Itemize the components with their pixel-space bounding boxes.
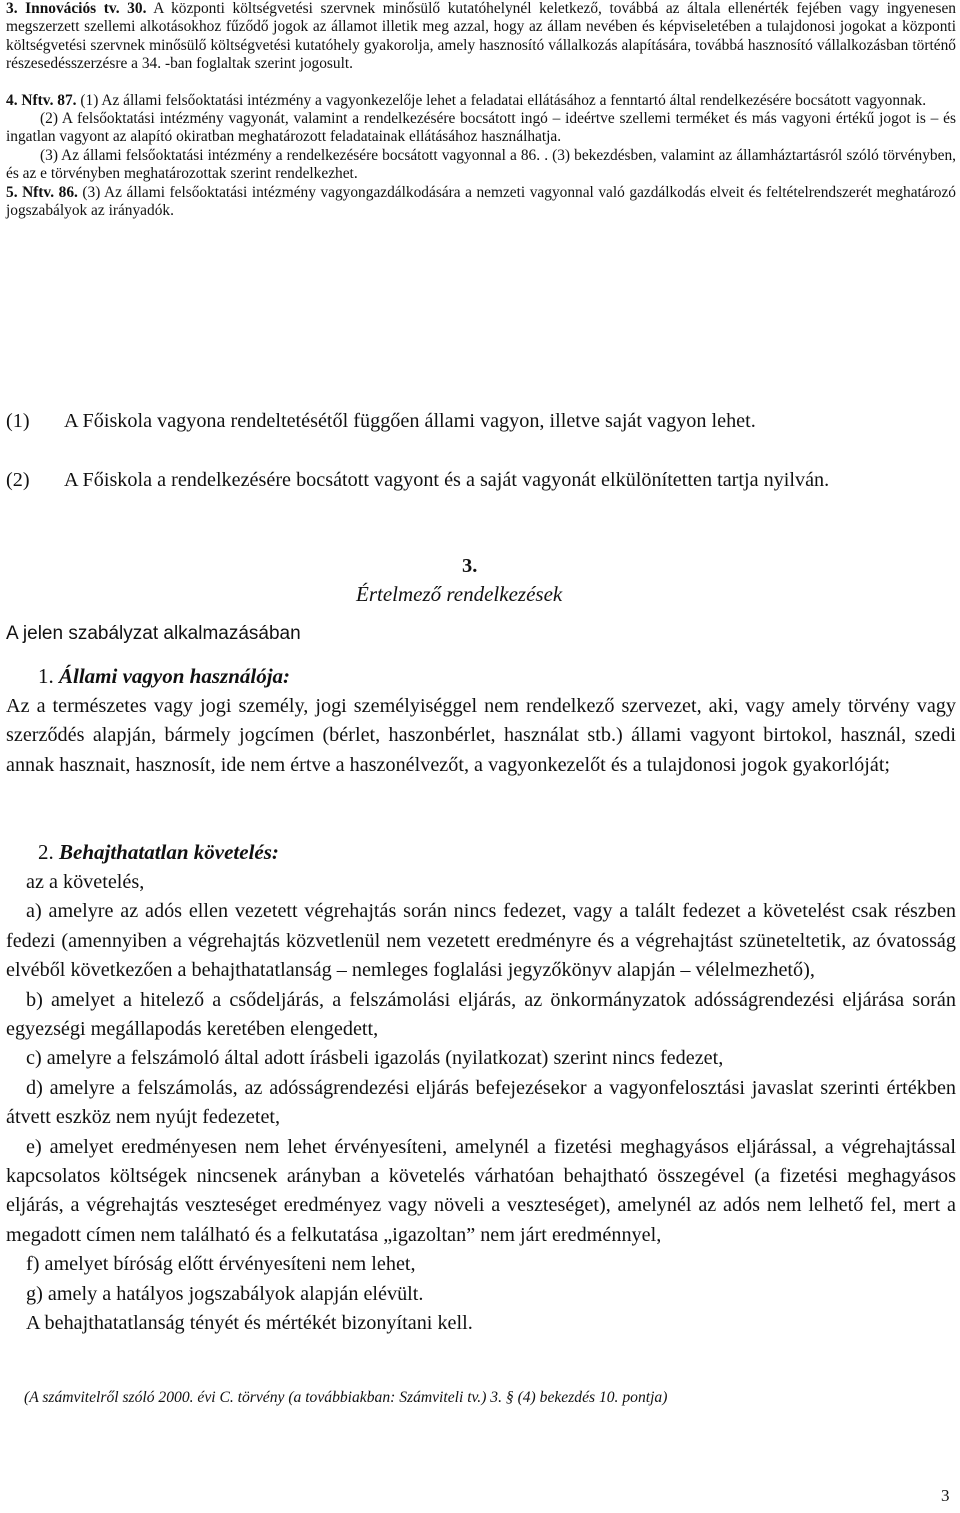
footnote-3	[6, 0, 956, 74]
list-item: f) amelyet bíróság előtt érvényesíteni nem lehet,	[26, 1253, 416, 1276]
definition-title: Állami vagyon használója:	[59, 664, 291, 688]
footnote-4-para-3-tail: . (3) bekezdésben, valamint az államháztartásról szóló törvényben, és az e törvényben meghatározottak szerint rendelkezhet.	[6, 146, 956, 183]
numbered-paragraph-2	[6, 466, 956, 495]
list-item: a) amelyre az adós ellen vezetett végrehajtás során nincs fedezet, vagy a talált fedezet a követelést csak részben fedezi (amennyiben a végrehajtás közvetlenül nem vezetett eredményre és a végrehajtást szüneteltetik, az óvatosság elvéből következően a behajthatatlanság – nemleges foglalási jegyzőkönyv alapján – vélelmezhető),	[6, 900, 956, 982]
page-number: 3	[941, 1486, 950, 1505]
footnote-5-text: (3) Az állami felsőoktatási intézmény vagyongazdálkodására a nemzeti vagyonnal való gazdálkodás elveit és feltételrendszerét meghatározó jogszabályok az irányadók.	[6, 183, 956, 220]
definition-title: Behajthatatlan követelés:	[59, 840, 279, 864]
footnote-4-ref: 4. Nftv. 87.	[6, 91, 77, 109]
intro-line: A jelen szabályzat alkalmazásában	[6, 623, 301, 644]
definition-2-body	[6, 868, 956, 1339]
chapter-number	[462, 555, 477, 578]
footnote-3-text: A központi költségvetési szervnek minősülő kutatóhelynél keletkező, továbbá az általa ellenérték fejében vagy ingyenesen megszerzett szellemi alkotásokhoz fűződő jogok az államot illetik meg azzal, hogy az állam nevében és képviseletében a tulajdonosi jogokat a központi költségvetési szervnek minősülő költségvetési kutatóhely gyakorolja, amely hasznosító vállalkozás alapítására, továbbá hasznosító vállalkozásban történő részesedésszerzésre a 34.	[6, 0, 956, 73]
chapter-number-text: 3.	[462, 555, 478, 577]
definition-number: 2.	[38, 840, 54, 864]
list-item: g) amely a hatályos jogszabályok alapján elévült.	[26, 1282, 424, 1305]
paragraph-number: (2)	[6, 469, 30, 491]
paragraph-text: A Főiskola a rendelkezésére bocsátott vagyont és a saját vagyonát elkülönítetten tartja nyilván.	[64, 469, 830, 491]
list-item: e) amelyet eredményesen nem lehet érvényesíteni, amelynél a fizetési meghagyásos eljárással, a végrehajtással kapcsolatos költségek nincsenek arányban a követelés várhatóan behajtható összegével (a fizetési meghagyásos eljárás, a végrehajtás veszteséget eredményez vagy növeli a veszteséget), amelynél az adós nem lelhető fel, mert a megadott címen nem található és a felkutatása „igazoltan” nem járt eredménnyel,	[6, 1135, 956, 1246]
chapter-title: Értelmező rendelkezések	[356, 582, 563, 606]
list-item: b) amelyet a hitelező a csődeljárás, a felszámolási eljárás, az önkormányzatok adósságrendezési eljárása során egyezségi megállapodás keretében elengedett,	[6, 988, 956, 1041]
closing-sentence: A behajthatatlanság tényét és mértékét bizonyítani kell.	[26, 1312, 473, 1335]
definition-1-text: Az a természetes vagy jogi személy, jogi személyiséggel nem rendelkező szervezet, aki, vagy amely törvény vagy szerződés alapján, bármely jogcímen (bérlet, haszonbérlet, használat stb.) állami vagyont birtokol, használ, szedi annak hasznait, hasznosít, ide nem értve a haszonélvezőt, a vagyonkezelőt és a tulajdonosi jogok gyakorlóját;	[6, 695, 956, 776]
definition-number: 1.	[38, 664, 54, 688]
footnote-5-ref: 5. Nftv. 86.	[6, 183, 78, 201]
footnote-4-para-3-text: (3) Az állami felsőoktatási intézmény a rendelkezésére bocsátott vagyonnal a 86.	[40, 146, 541, 164]
definition-lead: az a követelés,	[26, 871, 145, 893]
paragraph-number: (1)	[6, 410, 30, 432]
numbered-paragraph-1	[6, 407, 956, 436]
citation: (A számvitelről szóló 2000. évi C. törvény (a továbbiakban: Számviteli tv.) 3. § (4) bekezdés 10. pontja)	[24, 1389, 668, 1406]
footnote-block	[6, 0, 956, 220]
footnote-3-tail: -ban foglaltak szerint jogosult.	[164, 55, 354, 73]
footnote-4-text: (1) Az állami felsőoktatási intézmény a vagyonkezelője lehet a feladatai ellátásához a fenntartó által rendelkezésére bocsátott vagyonnak.	[80, 91, 927, 109]
paragraph-text: A Főiskola vagyona rendeltetésétől függően állami vagyon, illetve saját vagyon lehet.	[64, 410, 756, 432]
list-item: d) amelyre a felszámolás, az adósságrendezési eljárás befejezésekor a vagyonfelosztási javaslat szerinti értékben átvett eszköz nem nyújt fedezetet,	[6, 1076, 956, 1129]
definition-2-heading	[38, 840, 279, 865]
footnote-4-para-3	[6, 147, 956, 184]
footnote-4-para-2: (2) A felsőoktatási intézmény vagyonát, valamint a rendelkezésére bocsátott ingó – ideértve szellemi terméket és más vagyoni értékű jogot is – és ingatlan vagyont az alapító okiratban meghatározott feladatainak ellátásához használhatja.	[6, 110, 956, 146]
definition-1-heading	[38, 664, 290, 689]
footnote-3-ref: 3. Innovációs tv. 30.	[6, 0, 147, 17]
list-item: c) amelyre a felszámoló által adott írásbeli igazolás (nyilatkozat) szerint nincs fedezet,	[26, 1047, 724, 1070]
footnote-5	[6, 184, 956, 221]
footnote-4	[6, 92, 956, 110]
